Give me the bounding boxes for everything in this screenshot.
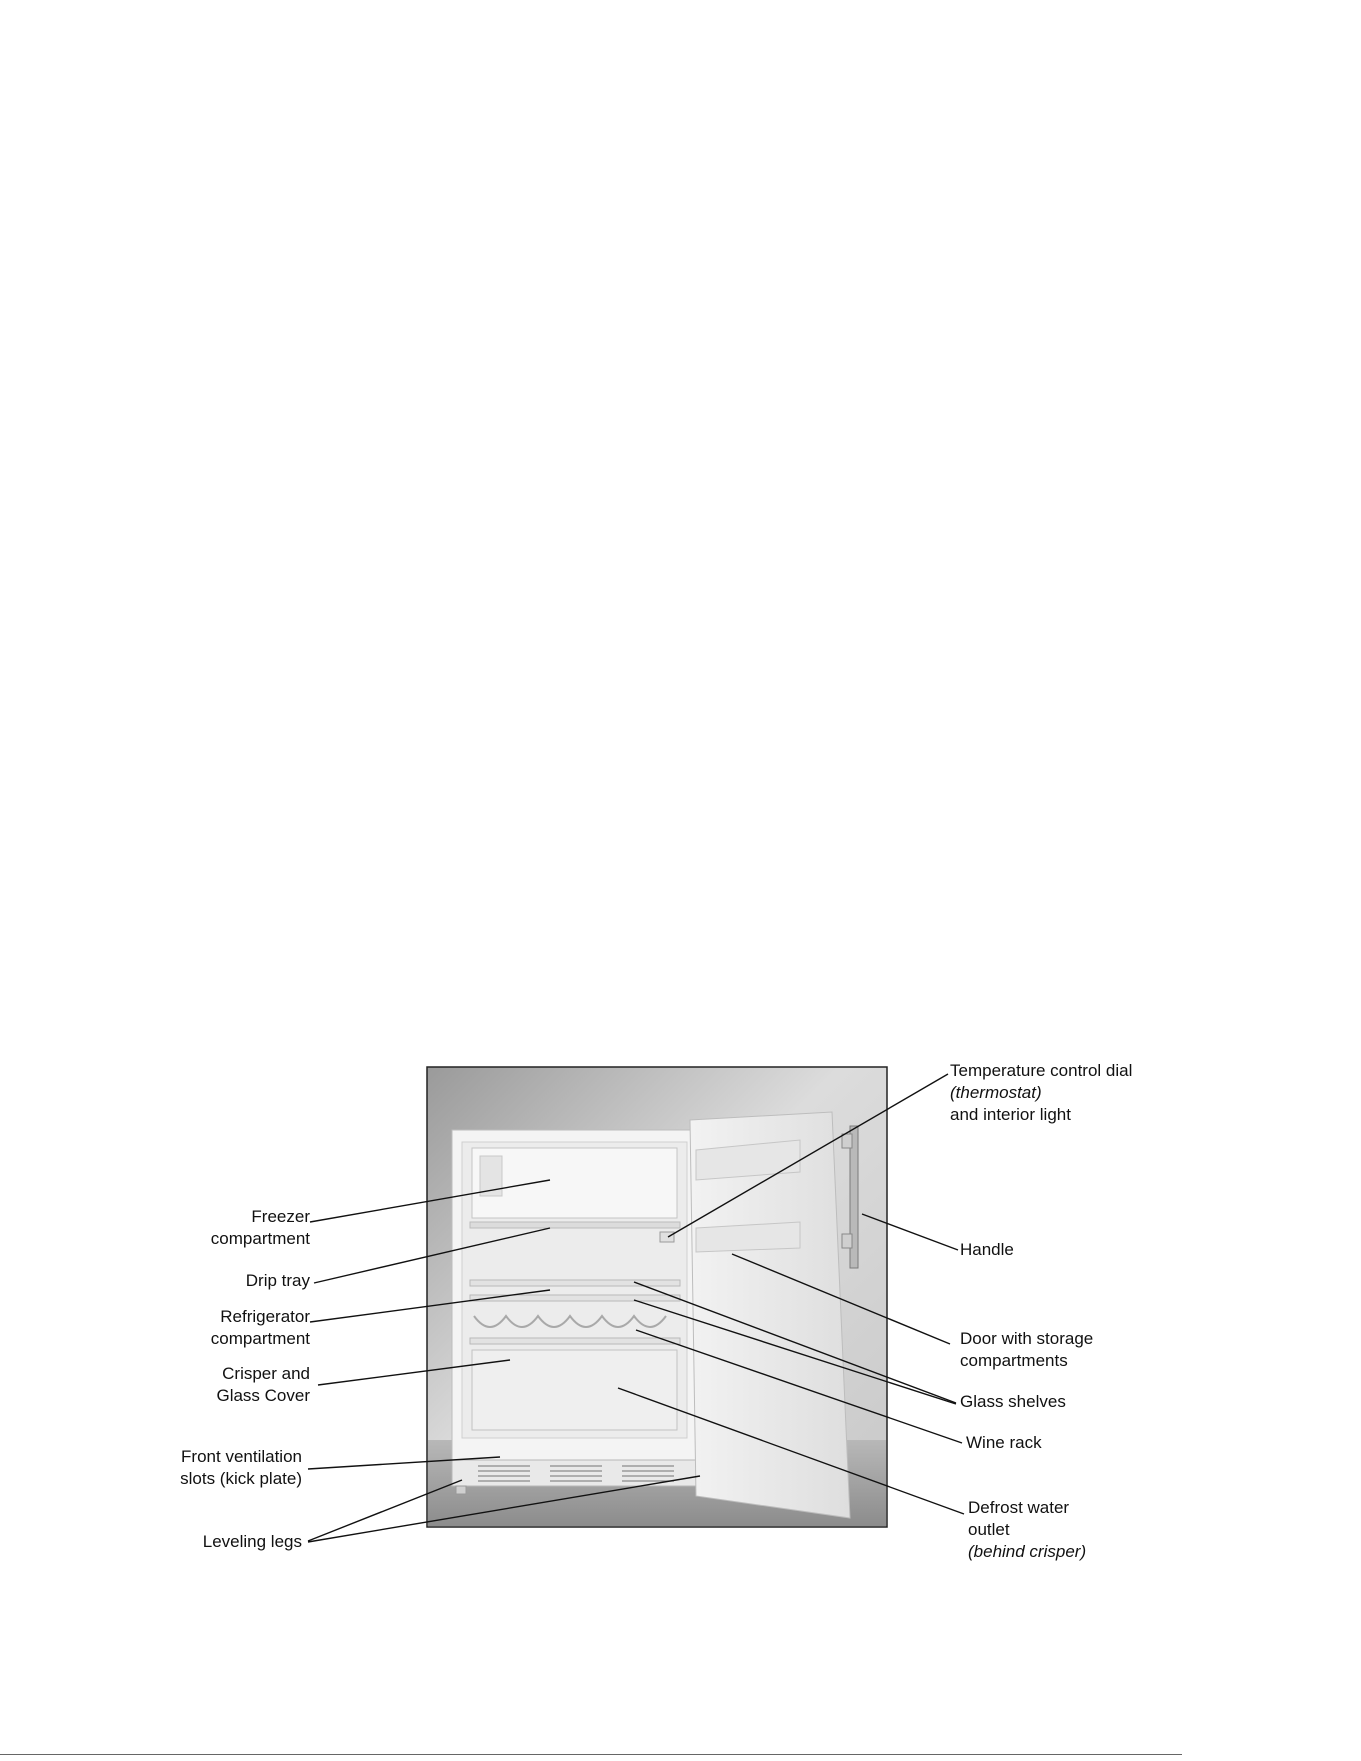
label-line: (thermostat): [950, 1083, 1042, 1102]
label-line: Drip tray: [245, 1271, 310, 1290]
label-door-storage: [960, 1328, 1093, 1372]
page-bottom-rule: [0, 1754, 1182, 1755]
label-line: Door with storage: [960, 1329, 1094, 1348]
label-line: Glass Cover: [216, 1386, 310, 1405]
label-line: Glass shelves: [960, 1392, 1066, 1411]
label-front-ventilation: [180, 1446, 302, 1490]
thermostat-dial: [660, 1232, 674, 1242]
label-crisper-glass-cover: [216, 1363, 310, 1407]
label-line: Refrigerator: [220, 1307, 310, 1326]
label-line: Leveling legs: [202, 1532, 302, 1551]
label-freezer-compartment: [211, 1206, 310, 1250]
label-line: Crisper and: [222, 1364, 310, 1383]
label-leveling-legs: [203, 1531, 302, 1553]
label-handle: [960, 1239, 1014, 1261]
label-line: (behind crisper): [968, 1542, 1087, 1561]
label-line: Temperature control dial: [950, 1061, 1133, 1080]
leveling-leg-left: [456, 1486, 466, 1494]
label-drip-tray: [246, 1270, 310, 1292]
label-line: outlet: [968, 1520, 1010, 1539]
freezer-box: [472, 1148, 677, 1218]
glass-shelf-upper: [470, 1280, 680, 1286]
label-refrigerator-compartment: [211, 1306, 310, 1350]
label-line: compartments: [960, 1351, 1068, 1370]
label-line: and interior light: [950, 1105, 1071, 1124]
label-line: Freezer: [251, 1207, 310, 1226]
label-line: compartment: [210, 1329, 310, 1348]
drip-tray: [470, 1222, 680, 1228]
label-defrost-water-outlet: [968, 1497, 1086, 1563]
label-line: Defrost water: [968, 1498, 1070, 1517]
label-line: compartment: [210, 1229, 310, 1248]
label-line: Handle: [960, 1240, 1014, 1259]
label-line: slots (kick plate): [180, 1469, 302, 1488]
label-temperature-control-dial: [950, 1060, 1132, 1126]
label-line: Front ventilation: [181, 1447, 302, 1466]
crisper-drawer: [472, 1350, 677, 1430]
label-line: Wine rack: [966, 1433, 1042, 1452]
label-wine-rack: [966, 1432, 1042, 1454]
label-glass-shelves: [960, 1391, 1066, 1413]
